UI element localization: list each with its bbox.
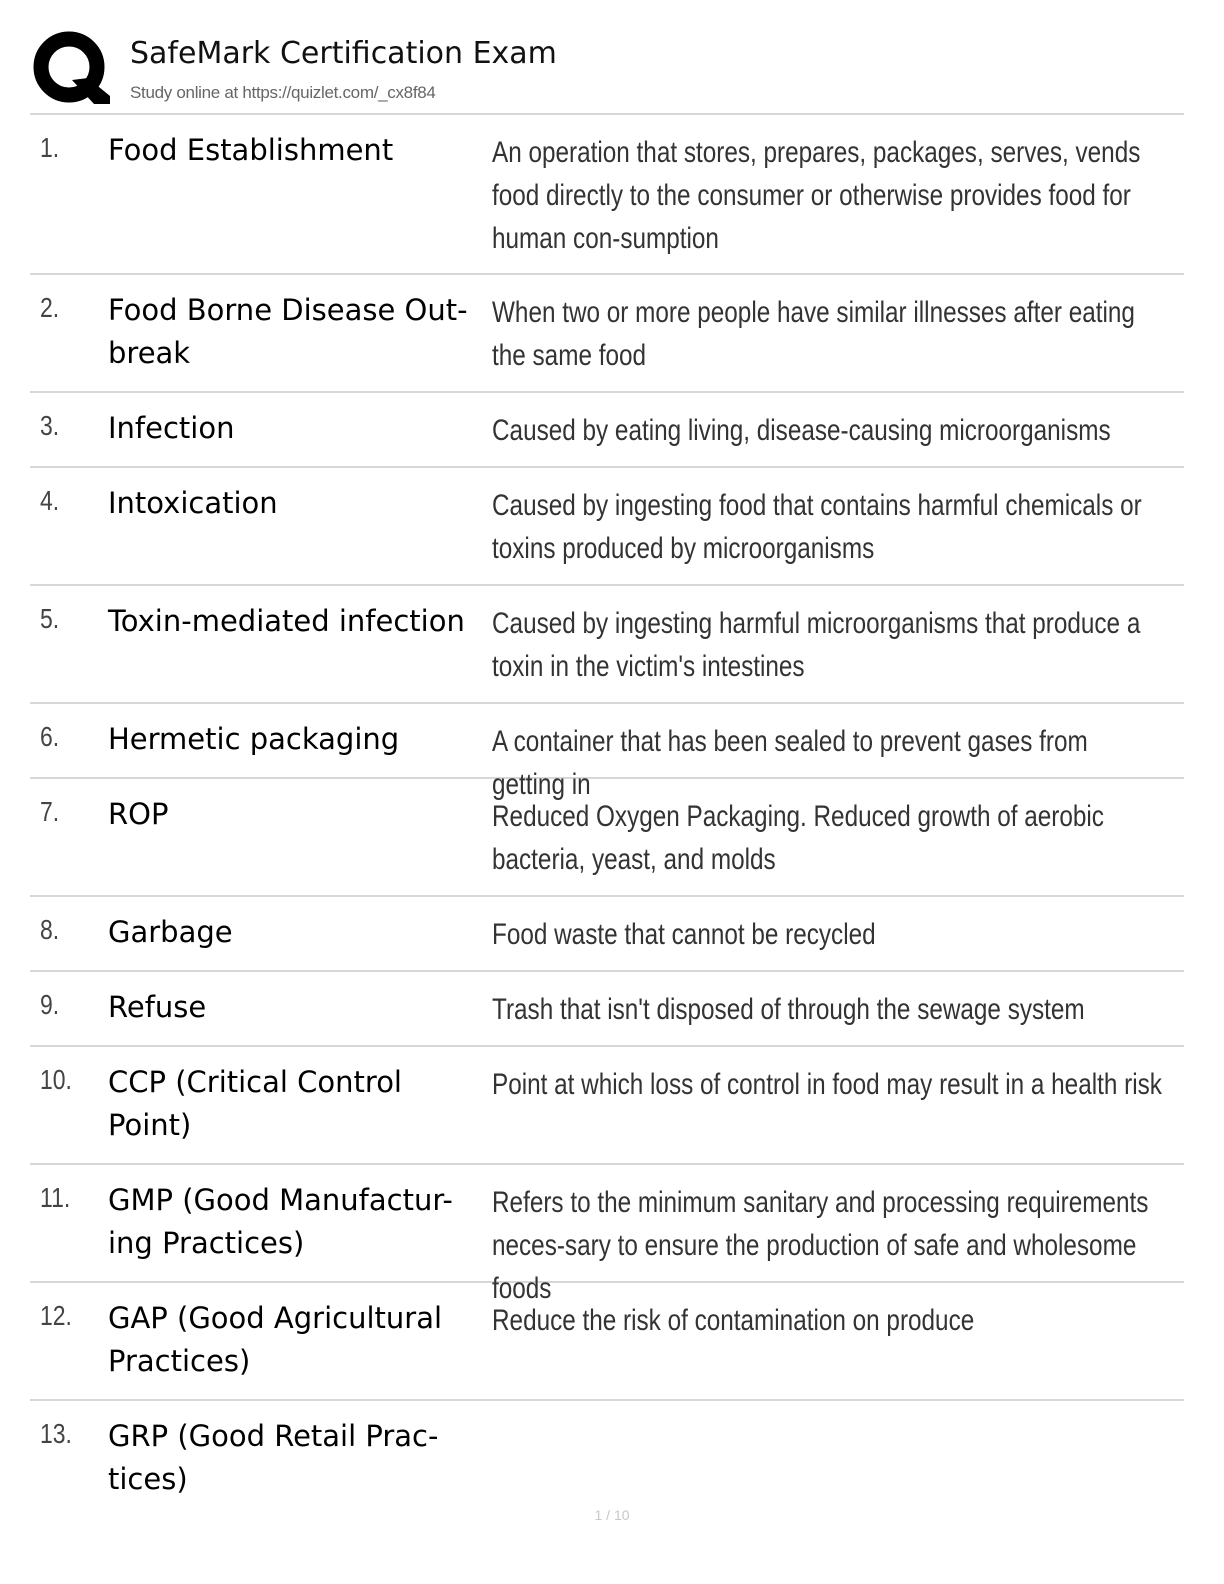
flashcard-row <box>30 275 1184 393</box>
card-definition: Food waste that cannot be recycled <box>492 918 876 951</box>
flashcard-row <box>30 1047 1184 1165</box>
quizlet-q-logo-icon <box>32 30 110 108</box>
card-term: Food Establishment <box>108 133 394 167</box>
card-definition: When two or more people have similar illnesses after eating the same food <box>492 296 1135 372</box>
card-definition: Trash that isn't disposed of through the sewage system <box>492 993 1085 1026</box>
card-number: 1. <box>40 132 60 163</box>
card-term: GAP (Good Agricultural Practices) <box>108 1301 443 1378</box>
page-header <box>30 28 1184 114</box>
flashcard-row <box>30 468 1184 586</box>
card-term: Hermetic packaging <box>108 722 400 756</box>
card-number: 10. <box>40 1064 72 1095</box>
card-definition: Refers to the minimum sanitary and processing requirements neces-sary to ensure the production of safe and wholesome foods <box>492 1186 1149 1305</box>
flashcard-row <box>30 1401 1184 1519</box>
flashcard-row <box>30 897 1184 972</box>
card-number: 12. <box>40 1300 72 1331</box>
card-number: 8. <box>40 914 60 945</box>
card-number: 9. <box>40 989 60 1020</box>
card-number: 5. <box>40 603 60 634</box>
flashcard-row <box>30 1283 1184 1401</box>
card-number: 3. <box>40 410 60 441</box>
card-definition: An operation that stores, prepares, packages, serves, vends food directly to the consumer or otherwise provides food for human con-sumption <box>492 136 1141 255</box>
flashcard-row <box>30 779 1184 897</box>
card-definition: Reduce the risk of contamination on produce <box>492 1304 975 1337</box>
card-number: 4. <box>40 485 60 516</box>
card-term: Garbage <box>108 915 233 949</box>
card-definition: Caused by ingesting food that contains harmful chemicals or toxins produced by microorganisms <box>492 489 1142 565</box>
card-definition: A container that has been sealed to prevent gases from getting in <box>492 725 1088 801</box>
card-number: 7. <box>40 796 60 827</box>
study-online-link[interactable]: Study online at https://quizlet.com/_cx8f84 <box>130 83 436 102</box>
card-definition: Reduced Oxygen Packaging. Reduced growth of aerobic bacteria, yeast, and molds <box>492 800 1104 876</box>
flashcard-list <box>30 115 1184 1519</box>
card-term: GMP (Good Manufactur-ing Practices) <box>108 1183 453 1260</box>
card-term: Toxin-mediated infection <box>108 604 465 638</box>
card-number: 11. <box>40 1182 71 1213</box>
flashcard-row <box>30 1165 1184 1305</box>
page-number: 1 / 10 <box>594 1507 630 1523</box>
card-definition: Caused by ingesting harmful microorganisms that produce a toxin in the victim's intestines <box>492 607 1141 683</box>
card-term: Infection <box>108 411 235 445</box>
card-number: 13. <box>40 1418 72 1449</box>
card-definition: Point at which loss of control in food may result in a health risk <box>492 1068 1162 1101</box>
card-definition: Caused by eating living, disease-causing microorganisms <box>492 414 1111 447</box>
flashcard-row <box>30 972 1184 1047</box>
flashcard-row <box>30 115 1184 275</box>
card-term: GRP (Good Retail Prac-tices) <box>108 1419 439 1496</box>
card-term: ROP <box>108 797 169 831</box>
page-title: SafeMark Certification Exam <box>130 36 557 71</box>
card-term: Intoxication <box>108 486 278 520</box>
card-term: CCP (Critical Control Point) <box>108 1065 402 1142</box>
card-number: 2. <box>40 292 60 323</box>
card-term: Food Borne Disease Out-break <box>108 293 468 370</box>
flashcard-row <box>30 586 1184 704</box>
card-number: 6. <box>40 721 60 752</box>
flashcard-row <box>30 393 1184 468</box>
flashcard-row <box>30 704 1184 801</box>
card-term: Refuse <box>108 990 207 1024</box>
